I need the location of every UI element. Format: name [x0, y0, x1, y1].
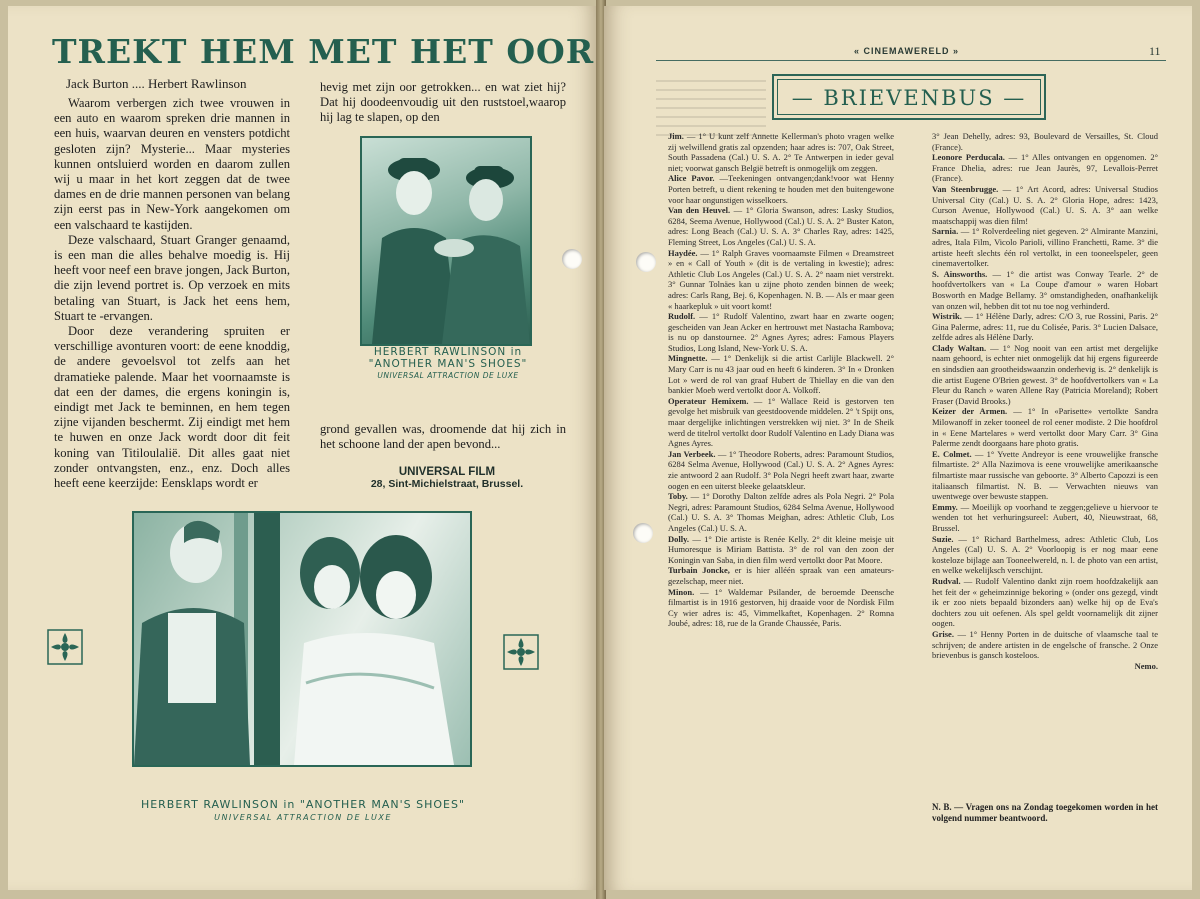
correspondent-name: Van Steenbrugge.: [932, 183, 1003, 194]
letter-entry: [932, 184, 1158, 226]
correspondent-name: Wistrik.: [932, 311, 965, 322]
article-paragraph: hevig met zijn oor getrokken... en wat ziet hij? Dat hij doodeenvoudig uit den ruststoel,waarop hij lag te slapen, op den: [320, 80, 566, 125]
column-title-box: [772, 74, 1046, 120]
punch-hole: [562, 249, 582, 269]
photo-caption-subtitle: UNIVERSAL ATTRACTION DE LUXE: [214, 813, 392, 822]
letter-reply: — 1° Hélène Darly, adres: C/O 3, rue Rossini, Paris. 2° Gina Palerme, adres: 11, rue du Colisée, Paris. 3° Lucien Dalsace, zelfde adres als Hélène Darly.: [932, 311, 1158, 343]
article-column-1: [54, 96, 290, 492]
letter-entry: [932, 502, 1158, 534]
letter-reply: — 1° Rudolf Valentino, zwart haar en zwarte oogen; gescheiden van Jean Acker en hertrouwt met Nastacha Rambova; is nu op danstournee. 2° Agnes Ayres; adres: Famous Players Studios, Long Island, New-York U. S. A.: [668, 311, 894, 353]
film-still-photo: [360, 136, 532, 346]
correspondent-name: Rudolf.: [668, 311, 700, 322]
correspondent-name: Alice Pavor.: [668, 173, 720, 184]
letter-entry: [932, 534, 1158, 576]
correspondent-name: Operateur Hemixem.: [668, 395, 754, 406]
letter-entry: [932, 131, 1158, 152]
letter-entry: [932, 269, 1158, 311]
ornament-right-icon: [502, 633, 540, 671]
letter-reply: — 1° U kunt zelf Annette Kellerman's photo vragen welke zij welwillend gratis zal opzenden; haar adres is: 707, Oak Street, South Passadena (Cal.) U. S. A. 2° Te Antwerpen in ieder geval niet; voorwat gansch België betreft is onmogelijk om zeggen.: [668, 131, 894, 173]
photo-caption-large: [118, 798, 488, 824]
letter-reply: — 1° Nog nooit van een artist met dergelijke naam gehoord, is echter niet onmogelijk dat hij ergens figureerde en sindsdien aan grootheidswaanzin onderhevig is. 2° denkelijk is die artist Eugene O'Brien gewest. 3° de hoofdvertolkers van « La Fleur du Ranch » waren Allene Ray (Patricia Moreland); Robert Fraser (David Brooks.): [932, 342, 1158, 406]
correspondent-name: Keizer der Armen.: [932, 406, 1014, 417]
letter-entry: [932, 406, 1158, 448]
article-headline: TREKT HEM MET HET OOR: [52, 32, 595, 71]
letter-entry: [668, 173, 894, 205]
letter-reply: — 1° Richard Barthelmess, adres: Athletic Club, Los Angeles (Cal) U. S. A. 2° Voorloopig is er nog maar eene kosteloze bijlage aan Tooneelwereld, n. l. de photo van een artist, en welke wekelijksch verschijnt.: [932, 533, 1158, 576]
letter-reply: — 1° Dorothy Dalton zelfde adres als Pola Negri. 2° Pola Negri, adres: Paramount Studios, 6284 Selma Avenue, Hollywood (Cal.) U. S. A. 3° Thomas Meighan, adres: Athletic Club, Los Angeles (Cal.) U. S. A.: [668, 491, 894, 533]
letter-entry: [668, 534, 894, 566]
letter-entry: [932, 449, 1158, 502]
letter-reply: — 1° Yvette Andreyor is eene vrouwelijke fransche filmartiste. 2° Alla Nazimova is eene vrouwelijke amerikaansche filmartiste maar russische van geboorte. 3° Alberto Capozzi is een italiaansch filmartist. N. B. — Verwachten nieuws van uwentwege over bewuste stappen.: [932, 448, 1158, 502]
letter-entry: [668, 449, 894, 491]
article-byline: Jack Burton .... Herbert Rawlinson: [66, 76, 247, 91]
article-paragraph: Deze valschaard, Stuart Granger genaamd, is een man die alles behalve moedig is. Hij heeft voor neef een brave jongen, Jack Burton, die zijn levend portret is. Op verzoek en mits betaling van Stuart, is Jack het eens hem, Stuart te -ervangen.: [54, 232, 290, 323]
letter-entry: [932, 629, 1158, 661]
column-title: — BRIEVENBUS —: [791, 86, 1027, 110]
header-rule: [656, 60, 1166, 61]
article-paragraph: Door deze verandering spruiten er verschillige avonturen voort: de eene knoddig, de andere gevoelsvol tot zelfs aan het dramatieke palende. Maar het voornaamste is dat een der dames, die ergens koningin is, eindigt met Jack te beminnen, en hem tegen zijne vijanden beschermt. Zij eindigt met hem te huwen en onze Jack wordt door dit feit koning van Titiloulalië. Dit alles gaat niet zonder ontvangsten, enz., enz. Doch alles heeft eene keerzijde: Eensklaps wordt er: [54, 324, 290, 491]
correspondent-name: Haydée.: [668, 247, 701, 258]
letter-reply: — Moeilijk op voorhand te zeggen;gelieve u hiervoor te wenden tot het verhuringsureel: Aubert, 40, Nieuwstraat, 68, Brussel.: [932, 501, 1158, 533]
studio-address: 28, Sint-Michielstraat, Brussel.: [370, 478, 524, 490]
photo-caption-subtitle: UNIVERSAL ATTRACTION DE LUXE: [377, 371, 519, 380]
letter-entry: [932, 152, 1158, 184]
film-still-illustration: [362, 138, 530, 344]
letter-reply: — 1° Die artiste is Renée Kelly. 2° dit kleine meisje uit Humoresque is Miriam Battista. 3° de rol van den zoon der Koningin van Saba, in dien film werd vertolkt door Pat Moore.: [668, 533, 894, 565]
correspondent-name: Sarnia.: [932, 226, 961, 237]
punch-hole: [636, 252, 656, 272]
letter-reply: — 1° Theodore Roberts, adres: Paramount Studios, 6284 Selma Avenue, Hollywood (Cal.) U. S. A. 2° Agnes Ayres: zie antwoord 2 aan Rudolf. 3° Pola Negri heeft zwart haar, zwarte oogen en een uiterst bleeke gelaatskleur.: [668, 448, 894, 491]
correspondent-name: Grise.: [932, 628, 958, 639]
correspondent-name: Mingnette.: [668, 353, 712, 364]
correspondent-name: Dolly.: [668, 533, 693, 544]
correspondent-name: Turbain Joncke,: [668, 565, 735, 576]
photo-caption-title: HERBERT RAWLINSON in "ANOTHER MAN'S SHOES": [140, 798, 466, 811]
letter-reply: — 1° Denkelijk si die artist Carlijle Blackwell. 2° Mary Carr is nu 43 jaar oud en heeft 6 kinderen. 3° In « Dronken Lot » werd de rol van graaf Hubert de Thiellay en die van den bankier Moeb werd vertolkt door A. Volkoff.: [668, 353, 894, 396]
letter-entry: [668, 248, 894, 312]
correspondent-name: Clady Waltan.: [932, 342, 991, 353]
correspondent-name: Minon.: [668, 586, 701, 597]
letter-reply: — 1° Waldemar Psilander, de beroemde Deensche filmartist is in 1916 gestorven, hij draaide voor de Nordisk Film Cy wier adres is: 45, Vimmelkaftet, Kopenhagen. 2° Romna Joubé, adres: 18, rue de la Grande Chaussée, Paris.: [668, 586, 894, 629]
ornament-left-icon: [46, 628, 84, 666]
correspondent-name: Leonore Perducala.: [932, 152, 1009, 163]
letter-entry: [668, 353, 894, 395]
running-head: « CINEMAWERELD »: [854, 46, 960, 56]
right-page: [604, 6, 1192, 890]
letter-entry: [668, 131, 894, 173]
letter-entry: [668, 565, 894, 586]
letter-entry: [668, 205, 894, 247]
letter-reply: —Teekeningen ontvangen;dank!voor wat Henny Porten betreft, u dient rekening te houden met den buitengewone voor haar ongunstigen wisselkoers.: [668, 173, 894, 205]
correspondent-name: Van den Heuvel.: [668, 205, 734, 216]
correspondent-name: Rudval.: [932, 575, 964, 586]
letters-column-1: [668, 131, 894, 791]
signature: Nemo.: [1134, 660, 1158, 671]
letter-entry: [668, 311, 894, 353]
letter-reply: — 1° Rolverdeeling niet gegeven. 2° Almirante Manzini, adres, Itala Film, Vicolo Parioli, villino Franchetti, Rame. 3° die artiste heeft slechts één rol vertolkt, in een tooneelspeler, geen cinemavertolker.: [932, 226, 1158, 269]
editorial-note: N. B. — Vragen ons na Zondag toegekomen worden in het volgend nummer beantwoord.: [932, 802, 1158, 823]
letter-reply: — 1° Ralph Graves voornaamste Filmen « Dreamstreet » en « Call of Youth » (dit is de vertaling in kwestie); adres: Athletic Club Los Angeles (Cal.) U. S. A. 2° naam niet verstrekt. 3° Gunnar Tolnäes kan u zijne photo zenden binnen de week; adres: Carls Rang, Bej. 6, Kopenhagen. N. B. — Als er maar geen « haarkepluk » uit voort komt!: [668, 247, 894, 311]
correspondent-name: Jan Verbeek.: [668, 448, 718, 459]
letter-entry: [668, 587, 894, 629]
film-still-illustration-large: [134, 513, 470, 765]
letter-reply: — 1° Gloria Swanson, adres: Lasky Studios, 6284, Seema Avenue, Hollywood (Cal.) U. S. A. 2° Buster Katon, adres: Long Beach (Cal.) U. S. A. 3° Charles Ray, adres: 1425, Fleming Street, Los Angeles (Cal.) U. S. A.: [668, 205, 894, 247]
photo-caption-title: HERBERT RAWLINSON in "ANOTHER MAN'S SHOES": [368, 346, 528, 370]
letter-entry: [668, 396, 894, 449]
photo-caption: [348, 346, 548, 382]
letter-reply: er is hier alléén spraak van een amateurs-gezelschap, meer niet.: [668, 565, 894, 586]
article-paragraph: Waarom verbergen zich twee vrouwen in een auto en waarom spreken drie mannen in een huis, waarvan deuren en vensters potdicht gesloten zijn? Mysterie... Maar mysteries kunnen ontsluierd worden en daarom zullen wij u maar in het kort zeggen dat de twee dames en de drie mannen personen van belang zijn eerst pas in New-York aangekomen om een valschaard te kastijden.: [54, 96, 290, 232]
letter-reply: — 1° Art Acord, adres: Universal Studios Universal City (Cal.) U. S. A. 2° Gloria Hope, adres: 1423, Curson Avenue, Hollywood (Cal.) U. S. A. 3° aan welke maatschappij was dien film!: [932, 183, 1158, 226]
letter-reply: — Rudolf Valentino dankt zijn roem hoofdzakelijk aan het feit der « geheimzinnige bekoring » (onder ons gezegd, vindt ik er zoo niets bepaald bizonders aan) welke hij op de Eva's dochters zou uit oefenen. Als spel geldt voornamelijk dit zijner oogen.: [932, 575, 1158, 629]
article-column-2-top: [320, 80, 566, 130]
correspondent-name: Jim.: [668, 131, 687, 141]
article-paragraph: grond gevallen was, droomende dat hij zich in het schoone land der apen bevond...: [320, 422, 566, 452]
letter-entry: [668, 491, 894, 533]
studio-credit: [338, 466, 556, 490]
left-page: [8, 6, 598, 890]
correspondent-name: E. Colmet.: [932, 448, 975, 459]
letter-reply: — 1° Wallace Reid is gestorven ten gevolge het misbruik van geestdoovende middelen. 2° 't Spijt ons, maar dergelijke inlichtingen verstrekken wij niet. 3° In de Sheik werd de titelrol vertolkt door Rudolf Valentino en Lady Diana was Agnes Ayres.: [668, 395, 894, 449]
letter-entry: [932, 311, 1158, 343]
page-number: 11: [1149, 44, 1161, 58]
studio-name: UNIVERSAL FILM: [398, 466, 496, 478]
letter-entry: [932, 226, 1158, 268]
letter-entry: [932, 343, 1158, 407]
article-column-2-bottom: [320, 422, 566, 468]
correspondent-name: S. Ainsworths.: [932, 268, 993, 279]
correspondent-name: Toby.: [668, 491, 691, 502]
letter-reply: — 1° die artist was Conway Tearle. 2° de hoofdvertolkers van « La Coupe d'amour » waren Hobart Bosworth en Madge Bellamy. 3° omstandigheden, onafhankelijk van onzen wil, hebben dit tot nu toe nog verhinderd.: [932, 268, 1158, 311]
letter-reply: — 1° Henny Porten in de duitsche of vlaamsche taal te schrijven; de andere artisten in de engelsche of fransche. 2 Onze brievenbus is gansch kosteloos.: [932, 628, 1158, 661]
letters-column-2: [932, 131, 1158, 801]
bleed-through-shadow: [656, 76, 766, 136]
letter-reply: 3° Jean Dehelly, adres: 93, Boulevard de Versailles, St. Cloud (France).: [932, 131, 1158, 152]
punch-hole: [633, 523, 653, 543]
letter-reply: — 1° Alles ontvangen en opgenomen. 2° France Dhelia, adres: rue Jean Jaurès, 97, Levallois-Perret (France).: [932, 152, 1158, 184]
correspondent-name: Emmy.: [932, 501, 961, 512]
film-still-photo-large: [132, 511, 472, 767]
letter-reply: — 1° In «Parisette» vertolkte Sandra Milowanoff in zeker tooneel de rol eener modiste. 2 Die hoofdrol in « Eene Martelares » werd vertolkt door Mary Carr. 3° Gina Palerme zendt doorgaans hare photo gratis.: [932, 406, 1158, 449]
letter-entry: [932, 576, 1158, 629]
correspondent-name: Suzie.: [932, 533, 959, 544]
